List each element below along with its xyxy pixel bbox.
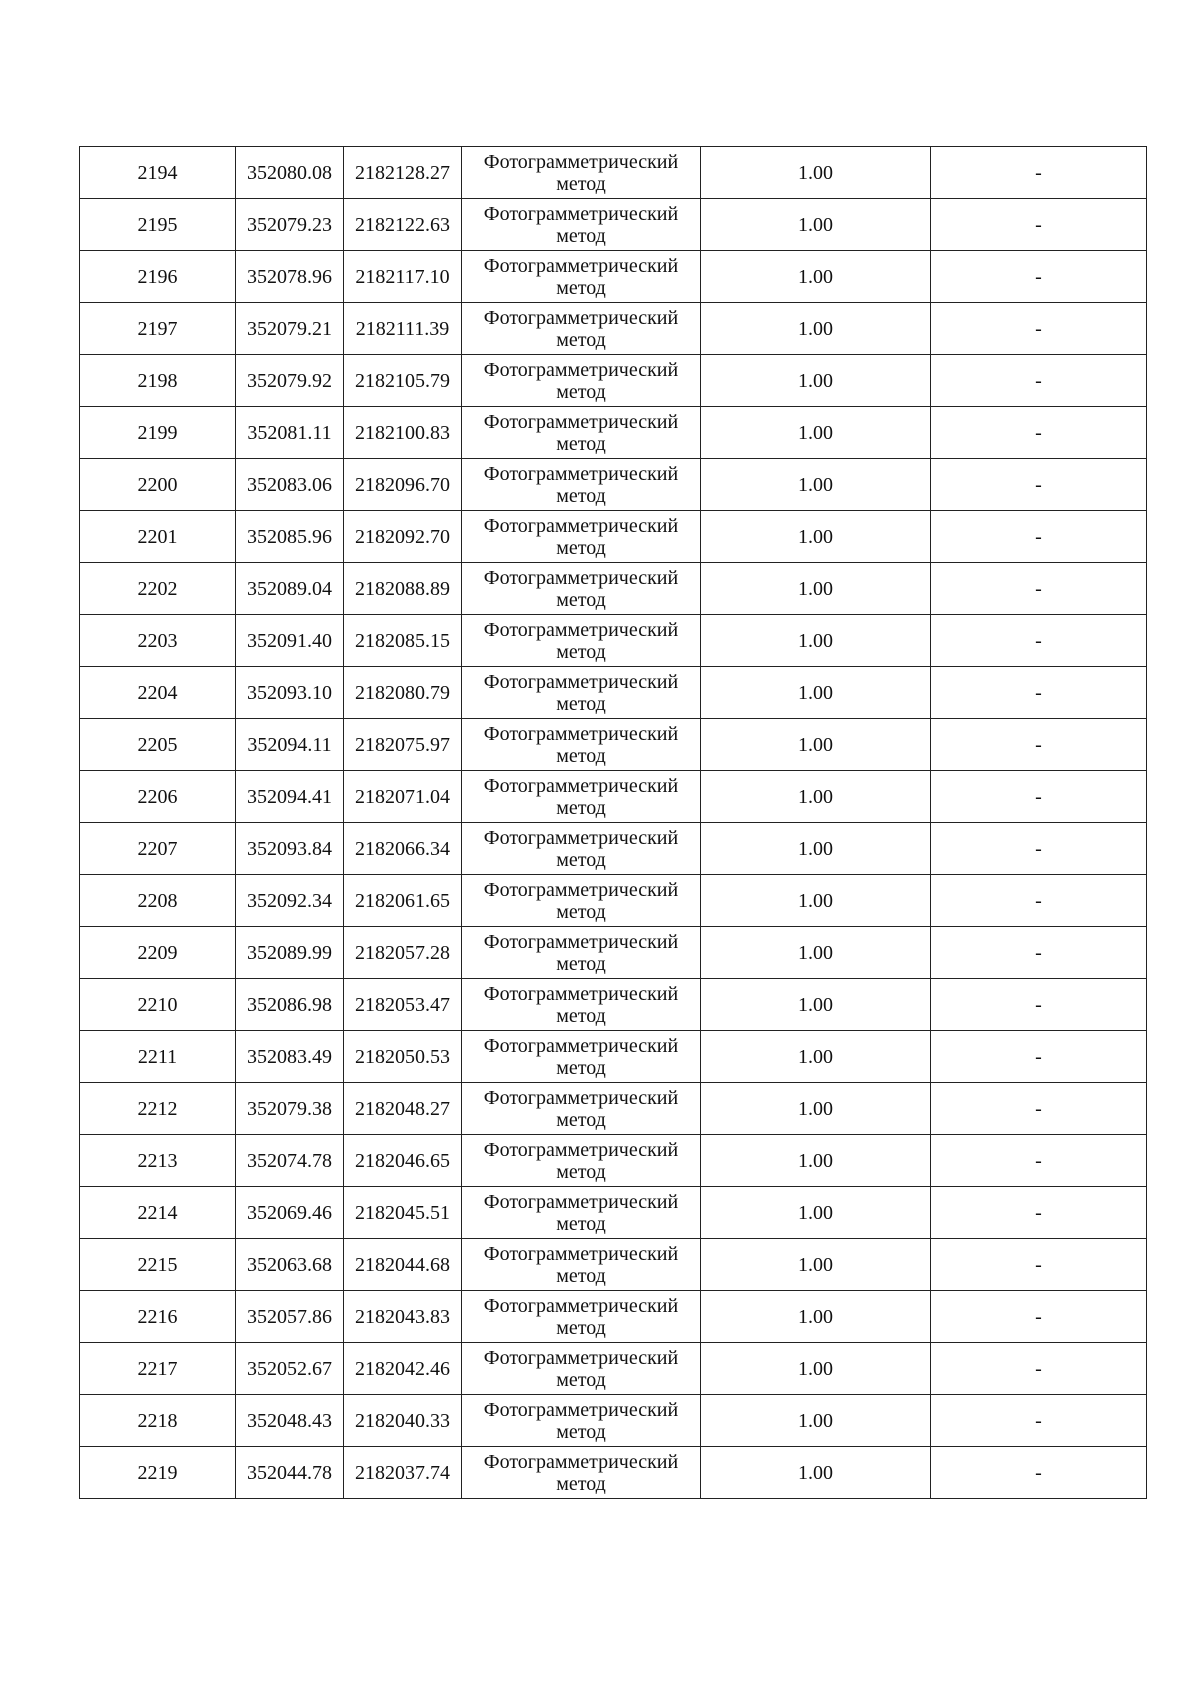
y-coordinate-cell: 2182111.39 <box>344 303 462 355</box>
method-cell <box>462 511 701 563</box>
table-row <box>80 407 1147 459</box>
x-coordinate-cell: 352089.04 <box>236 563 344 615</box>
method-text-line1: Фотограмметрический <box>483 982 679 1005</box>
note-cell: - <box>931 199 1147 251</box>
point-number-cell: 2211 <box>80 1031 236 1083</box>
x-coordinate-cell: 352093.10 <box>236 667 344 719</box>
accuracy-cell: 1.00 <box>701 1187 931 1239</box>
table-body <box>80 147 1147 1499</box>
note-cell: - <box>931 979 1147 1031</box>
method-text-line1: Фотограмметрический <box>483 930 679 953</box>
accuracy-cell: 1.00 <box>701 979 931 1031</box>
accuracy-cell: 1.00 <box>701 1447 931 1499</box>
accuracy-cell: 1.00 <box>701 1343 931 1395</box>
x-coordinate-cell: 352086.98 <box>236 979 344 1031</box>
note-cell: - <box>931 615 1147 667</box>
table-row <box>80 1291 1147 1343</box>
note-cell: - <box>931 771 1147 823</box>
point-number-cell: 2203 <box>80 615 236 667</box>
table-row <box>80 771 1147 823</box>
method-text-line2: метод <box>556 536 606 559</box>
note-cell: - <box>931 1083 1147 1135</box>
method-cell <box>462 979 701 1031</box>
y-coordinate-cell: 2182128.27 <box>344 147 462 199</box>
point-number-cell: 2219 <box>80 1447 236 1499</box>
point-number-cell: 2217 <box>80 1343 236 1395</box>
y-coordinate-cell: 2182044.68 <box>344 1239 462 1291</box>
table-row <box>80 875 1147 927</box>
accuracy-cell: 1.00 <box>701 615 931 667</box>
y-coordinate-cell: 2182075.97 <box>344 719 462 771</box>
point-number-cell: 2194 <box>80 147 236 199</box>
method-cell <box>462 667 701 719</box>
accuracy-cell: 1.00 <box>701 823 931 875</box>
table-row <box>80 199 1147 251</box>
method-text-line1: Фотограмметрический <box>483 1086 679 1109</box>
accuracy-cell: 1.00 <box>701 511 931 563</box>
point-number-cell: 2213 <box>80 1135 236 1187</box>
coordinates-table <box>79 146 1147 1499</box>
method-cell <box>462 823 701 875</box>
method-text-line2: метод <box>556 1004 606 1027</box>
method-text-line2: метод <box>556 380 606 403</box>
table-row <box>80 1031 1147 1083</box>
method-cell <box>462 1031 701 1083</box>
method-text-line2: метод <box>556 172 606 195</box>
accuracy-cell: 1.00 <box>701 147 931 199</box>
method-text-line2: метод <box>556 848 606 871</box>
accuracy-cell: 1.00 <box>701 355 931 407</box>
method-text-line1: Фотограмметрический <box>483 1242 679 1265</box>
accuracy-cell: 1.00 <box>701 771 931 823</box>
method-text-line1: Фотограмметрический <box>483 826 679 849</box>
method-cell <box>462 303 701 355</box>
point-number-cell: 2216 <box>80 1291 236 1343</box>
x-coordinate-cell: 352085.96 <box>236 511 344 563</box>
point-number-cell: 2201 <box>80 511 236 563</box>
point-number-cell: 2202 <box>80 563 236 615</box>
method-text-line1: Фотограмметрический <box>483 150 679 173</box>
method-cell <box>462 875 701 927</box>
accuracy-cell: 1.00 <box>701 1083 931 1135</box>
y-coordinate-cell: 2182088.89 <box>344 563 462 615</box>
accuracy-cell: 1.00 <box>701 1135 931 1187</box>
method-text-line2: метод <box>556 952 606 975</box>
x-coordinate-cell: 352089.99 <box>236 927 344 979</box>
note-cell: - <box>931 251 1147 303</box>
x-coordinate-cell: 352069.46 <box>236 1187 344 1239</box>
table-row <box>80 1447 1147 1499</box>
point-number-cell: 2207 <box>80 823 236 875</box>
method-cell <box>462 1447 701 1499</box>
accuracy-cell: 1.00 <box>701 459 931 511</box>
y-coordinate-cell: 2182105.79 <box>344 355 462 407</box>
method-text-line2: метод <box>556 744 606 767</box>
table-row <box>80 1135 1147 1187</box>
method-text-line2: метод <box>556 588 606 611</box>
note-cell: - <box>931 303 1147 355</box>
accuracy-cell: 1.00 <box>701 303 931 355</box>
note-cell: - <box>931 1291 1147 1343</box>
note-cell: - <box>931 667 1147 719</box>
y-coordinate-cell: 2182100.83 <box>344 407 462 459</box>
point-number-cell: 2212 <box>80 1083 236 1135</box>
method-text-line1: Фотограмметрический <box>483 1450 679 1473</box>
note-cell: - <box>931 1395 1147 1447</box>
point-number-cell: 2210 <box>80 979 236 1031</box>
method-cell <box>462 927 701 979</box>
x-coordinate-cell: 352092.34 <box>236 875 344 927</box>
note-cell: - <box>931 875 1147 927</box>
y-coordinate-cell: 2182066.34 <box>344 823 462 875</box>
y-coordinate-cell: 2182085.15 <box>344 615 462 667</box>
note-cell: - <box>931 1135 1147 1187</box>
x-coordinate-cell: 352074.78 <box>236 1135 344 1187</box>
x-coordinate-cell: 352057.86 <box>236 1291 344 1343</box>
table-row <box>80 511 1147 563</box>
point-number-cell: 2204 <box>80 667 236 719</box>
note-cell: - <box>931 823 1147 875</box>
method-cell <box>462 1395 701 1447</box>
x-coordinate-cell: 352080.08 <box>236 147 344 199</box>
y-coordinate-cell: 2182096.70 <box>344 459 462 511</box>
method-cell <box>462 563 701 615</box>
y-coordinate-cell: 2182040.33 <box>344 1395 462 1447</box>
method-text-line2: метод <box>556 900 606 923</box>
accuracy-cell: 1.00 <box>701 407 931 459</box>
x-coordinate-cell: 352044.78 <box>236 1447 344 1499</box>
point-number-cell: 2206 <box>80 771 236 823</box>
note-cell: - <box>931 563 1147 615</box>
point-number-cell: 2205 <box>80 719 236 771</box>
method-text-line2: метод <box>556 432 606 455</box>
method-text-line2: метод <box>556 1056 606 1079</box>
note-cell: - <box>931 459 1147 511</box>
method-text-line1: Фотограмметрический <box>483 618 679 641</box>
x-coordinate-cell: 352093.84 <box>236 823 344 875</box>
table-row <box>80 1083 1147 1135</box>
method-text-line1: Фотограмметрический <box>483 774 679 797</box>
y-coordinate-cell: 2182057.28 <box>344 927 462 979</box>
accuracy-cell: 1.00 <box>701 563 931 615</box>
method-cell <box>462 355 701 407</box>
note-cell: - <box>931 1239 1147 1291</box>
point-number-cell: 2199 <box>80 407 236 459</box>
y-coordinate-cell: 2182117.10 <box>344 251 462 303</box>
note-cell: - <box>931 147 1147 199</box>
x-coordinate-cell: 352079.21 <box>236 303 344 355</box>
point-number-cell: 2208 <box>80 875 236 927</box>
method-text-line1: Фотограмметрический <box>483 878 679 901</box>
method-text-line2: метод <box>556 1160 606 1183</box>
accuracy-cell: 1.00 <box>701 1291 931 1343</box>
method-text-line1: Фотограмметрический <box>483 1294 679 1317</box>
method-text-line2: метод <box>556 224 606 247</box>
accuracy-cell: 1.00 <box>701 1239 931 1291</box>
x-coordinate-cell: 352079.23 <box>236 199 344 251</box>
accuracy-cell: 1.00 <box>701 875 931 927</box>
point-number-cell: 2209 <box>80 927 236 979</box>
method-text-line1: Фотограмметрический <box>483 1034 679 1057</box>
table-row <box>80 459 1147 511</box>
method-text-line2: метод <box>556 1420 606 1443</box>
method-text-line1: Фотограмметрический <box>483 514 679 537</box>
method-text-line2: метод <box>556 1472 606 1495</box>
method-cell <box>462 1083 701 1135</box>
point-number-cell: 2198 <box>80 355 236 407</box>
y-coordinate-cell: 2182037.74 <box>344 1447 462 1499</box>
point-number-cell: 2196 <box>80 251 236 303</box>
method-text-line2: метод <box>556 276 606 299</box>
method-text-line1: Фотограмметрический <box>483 306 679 329</box>
y-coordinate-cell: 2182042.46 <box>344 1343 462 1395</box>
method-cell <box>462 1343 701 1395</box>
y-coordinate-cell: 2182045.51 <box>344 1187 462 1239</box>
method-text-line1: Фотограмметрический <box>483 1346 679 1369</box>
table-row <box>80 927 1147 979</box>
y-coordinate-cell: 2182080.79 <box>344 667 462 719</box>
method-text-line1: Фотограмметрический <box>483 722 679 745</box>
method-text-line2: метод <box>556 692 606 715</box>
table-row <box>80 1239 1147 1291</box>
x-coordinate-cell: 352063.68 <box>236 1239 344 1291</box>
y-coordinate-cell: 2182046.65 <box>344 1135 462 1187</box>
method-cell <box>462 251 701 303</box>
accuracy-cell: 1.00 <box>701 1031 931 1083</box>
accuracy-cell: 1.00 <box>701 927 931 979</box>
table-row <box>80 719 1147 771</box>
x-coordinate-cell: 352083.06 <box>236 459 344 511</box>
point-number-cell: 2197 <box>80 303 236 355</box>
note-cell: - <box>931 927 1147 979</box>
y-coordinate-cell: 2182092.70 <box>344 511 462 563</box>
method-text-line2: метод <box>556 1212 606 1235</box>
accuracy-cell: 1.00 <box>701 199 931 251</box>
table-row <box>80 251 1147 303</box>
method-text-line1: Фотограмметрический <box>483 410 679 433</box>
note-cell: - <box>931 407 1147 459</box>
note-cell: - <box>931 719 1147 771</box>
method-text-line1: Фотограмметрический <box>483 202 679 225</box>
method-cell <box>462 147 701 199</box>
method-text-line1: Фотограмметрический <box>483 566 679 589</box>
method-cell <box>462 1187 701 1239</box>
point-number-cell: 2218 <box>80 1395 236 1447</box>
method-cell <box>462 407 701 459</box>
x-coordinate-cell: 352079.38 <box>236 1083 344 1135</box>
method-text-line2: метод <box>556 484 606 507</box>
point-number-cell: 2195 <box>80 199 236 251</box>
table-row <box>80 563 1147 615</box>
y-coordinate-cell: 2182061.65 <box>344 875 462 927</box>
method-text-line2: метод <box>556 1264 606 1287</box>
y-coordinate-cell: 2182050.53 <box>344 1031 462 1083</box>
method-text-line1: Фотограмметрический <box>483 670 679 693</box>
table-row <box>80 667 1147 719</box>
method-cell <box>462 459 701 511</box>
method-text-line2: метод <box>556 640 606 663</box>
x-coordinate-cell: 352094.41 <box>236 771 344 823</box>
y-coordinate-cell: 2182122.63 <box>344 199 462 251</box>
note-cell: - <box>931 1187 1147 1239</box>
x-coordinate-cell: 352083.49 <box>236 1031 344 1083</box>
method-text-line1: Фотограмметрический <box>483 1138 679 1161</box>
method-text-line1: Фотограмметрический <box>483 1190 679 1213</box>
x-coordinate-cell: 352094.11 <box>236 719 344 771</box>
method-text-line2: метод <box>556 1108 606 1131</box>
table-row <box>80 147 1147 199</box>
y-coordinate-cell: 2182043.83 <box>344 1291 462 1343</box>
method-cell <box>462 1135 701 1187</box>
method-text-line1: Фотограмметрический <box>483 254 679 277</box>
method-text-line1: Фотограмметрический <box>483 358 679 381</box>
method-cell <box>462 719 701 771</box>
method-cell <box>462 771 701 823</box>
method-text-line2: метод <box>556 1316 606 1339</box>
note-cell: - <box>931 511 1147 563</box>
method-cell <box>462 615 701 667</box>
table-row <box>80 355 1147 407</box>
method-cell <box>462 1239 701 1291</box>
table-row <box>80 979 1147 1031</box>
table-row <box>80 1395 1147 1447</box>
point-number-cell: 2214 <box>80 1187 236 1239</box>
table-row <box>80 1343 1147 1395</box>
x-coordinate-cell: 352079.92 <box>236 355 344 407</box>
x-coordinate-cell: 352052.67 <box>236 1343 344 1395</box>
note-cell: - <box>931 1031 1147 1083</box>
method-text-line1: Фотограмметрический <box>483 1398 679 1421</box>
accuracy-cell: 1.00 <box>701 667 931 719</box>
y-coordinate-cell: 2182071.04 <box>344 771 462 823</box>
method-text-line2: метод <box>556 328 606 351</box>
note-cell: - <box>931 1343 1147 1395</box>
point-number-cell: 2200 <box>80 459 236 511</box>
table-row <box>80 303 1147 355</box>
table-row <box>80 1187 1147 1239</box>
accuracy-cell: 1.00 <box>701 251 931 303</box>
method-cell <box>462 199 701 251</box>
method-cell <box>462 1291 701 1343</box>
method-text-line2: метод <box>556 1368 606 1391</box>
x-coordinate-cell: 352081.11 <box>236 407 344 459</box>
table-row <box>80 615 1147 667</box>
y-coordinate-cell: 2182048.27 <box>344 1083 462 1135</box>
x-coordinate-cell: 352078.96 <box>236 251 344 303</box>
x-coordinate-cell: 352048.43 <box>236 1395 344 1447</box>
table-row <box>80 823 1147 875</box>
method-text-line2: метод <box>556 796 606 819</box>
note-cell: - <box>931 1447 1147 1499</box>
y-coordinate-cell: 2182053.47 <box>344 979 462 1031</box>
accuracy-cell: 1.00 <box>701 1395 931 1447</box>
method-text-line1: Фотограмметрический <box>483 462 679 485</box>
point-number-cell: 2215 <box>80 1239 236 1291</box>
note-cell: - <box>931 355 1147 407</box>
x-coordinate-cell: 352091.40 <box>236 615 344 667</box>
accuracy-cell: 1.00 <box>701 719 931 771</box>
